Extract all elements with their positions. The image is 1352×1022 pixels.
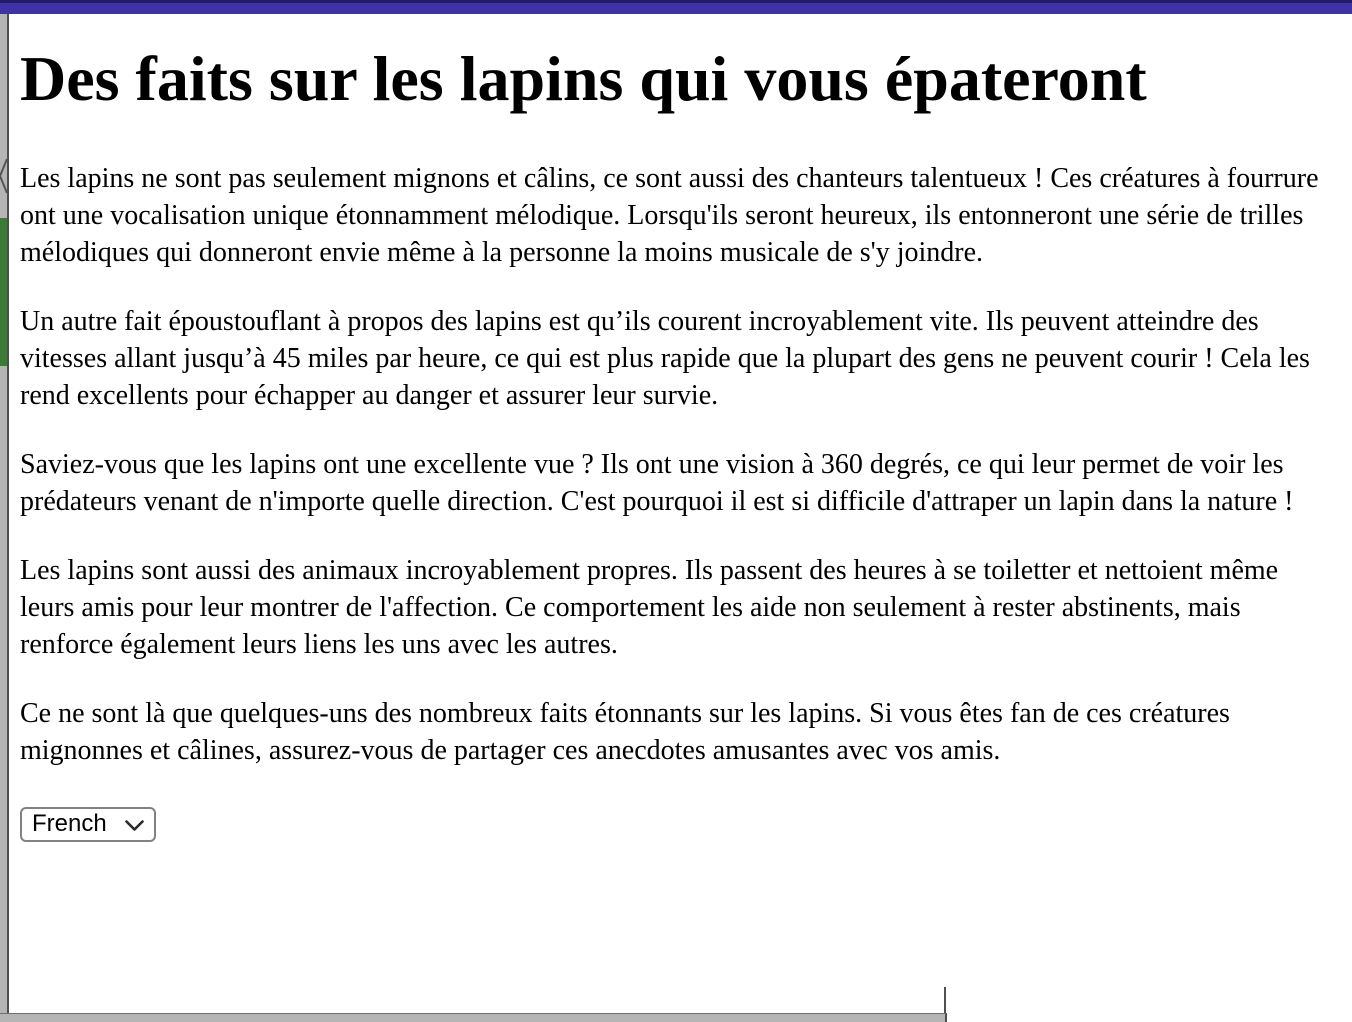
background-window-corner-edge xyxy=(944,987,946,1013)
language-select-wrap xyxy=(20,807,156,842)
back-chevron-icon xyxy=(0,156,8,196)
page-title: Des faits sur les lapins qui vous épateront xyxy=(20,43,1147,114)
fact-paragraph-share: Ce ne sont là que quelques-uns des nombreux faits étonnants sur les lapins. Si vous êtes fan de ces créatures mignonnes et câlines, assurez-vous de partager ces anecdotes amusantes avec vos amis. xyxy=(20,697,1230,766)
fact-paragraph-singing: Les lapins ne sont pas seulement mignons et câlins, ce sont aussi des chanteurs talentueux ! Ces créatures à fourrure ont une vocalisation unique étonnamment mélodique. Lorsqu'ils seront heureux, ils entonneront une série de trilles mélodiques qui donneront envie même à la personne la moins musicale de s'y joindre. xyxy=(20,162,1319,268)
background-window-left-edge xyxy=(0,14,9,1022)
fact-paragraph-vision: Saviez-vous que les lapins ont une excellente vue ? Ils ont une vision à 360 degrés, ce qui leur permet de voir les prédateurs venant de n'importe quelle direction. C'est pourquoi il est si difficile d'attraper un lapin dans la nature ! xyxy=(20,448,1294,517)
window-accent-bar xyxy=(0,0,1352,14)
article xyxy=(9,14,1352,842)
background-window-green-area xyxy=(0,218,7,366)
background-window-bottom-edge xyxy=(0,1013,947,1022)
fact-paragraph-grooming: Les lapins sont aussi des animaux incroyablement propres. Ils passent des heures à se toiletter et nettoient même leurs amis pour leur montrer de l'affection. Ce comportement les aide non seulement à rester abstinents, mais renforce également leurs liens les uns avec les autres. xyxy=(20,554,1279,660)
fact-paragraph-speed: Un autre fait époustouflant à propos des lapins est qu’ils courent incroyablement vite. Ils peuvent atteindre des vitesses allant jusqu’à 45 miles par heure, ce qui est plus rapide que la plupart des gens ne peuvent courir ! Cela les rend excellents pour échapper au danger et assurer leur survie. xyxy=(20,305,1310,411)
language-select[interactable] xyxy=(20,807,156,842)
